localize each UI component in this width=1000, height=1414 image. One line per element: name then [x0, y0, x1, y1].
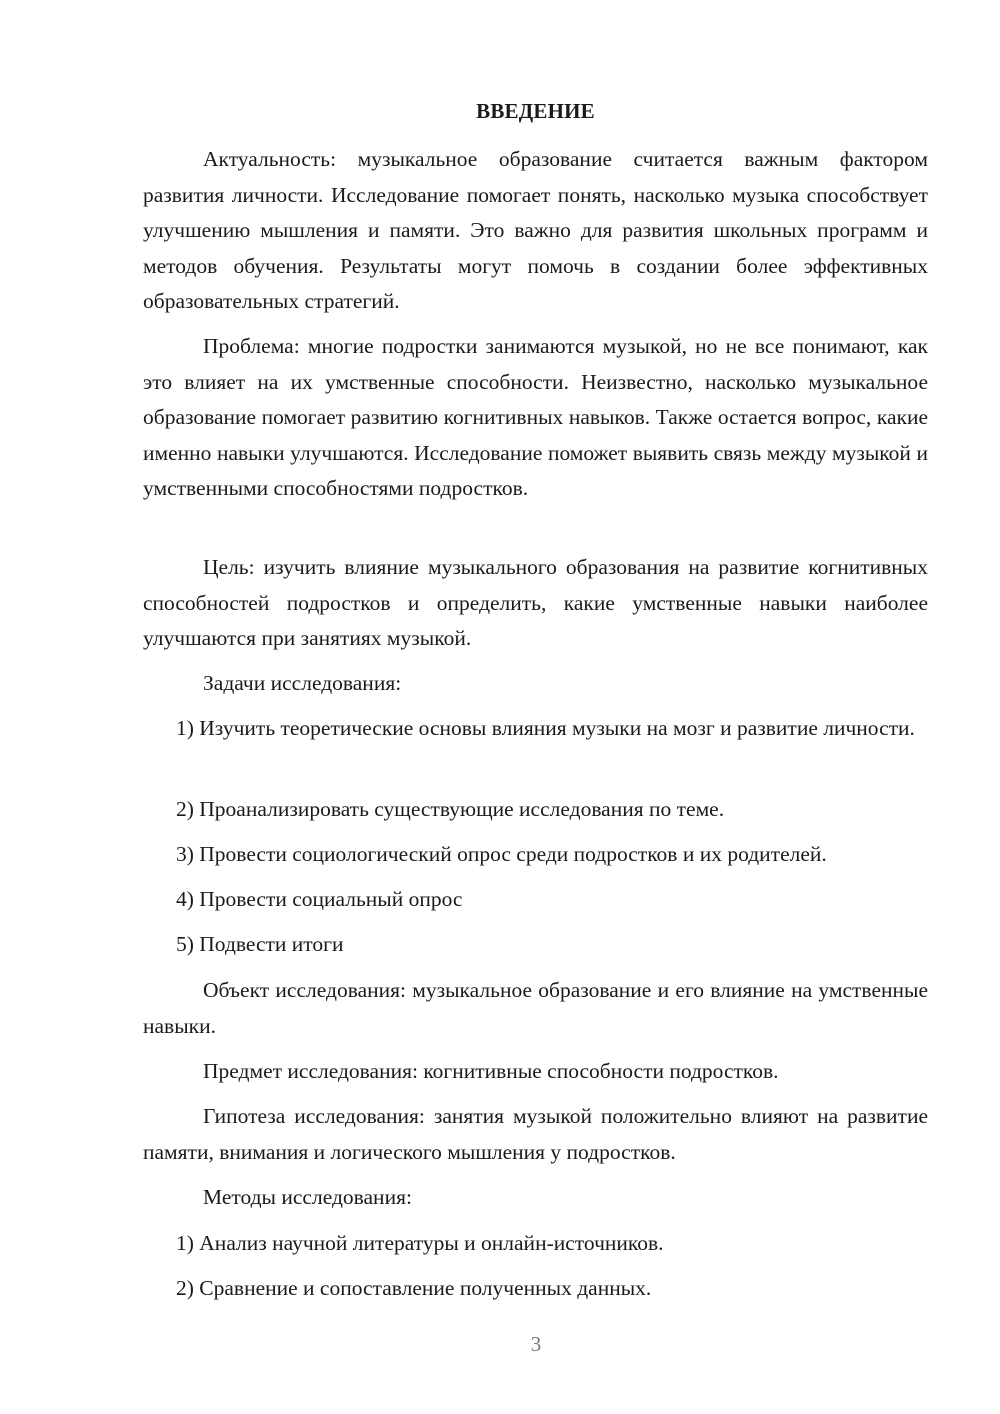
relevance-paragraph: Актуальность: музыкальное образование считается важным фактором развития личности. Исследование помогает понять, насколько музыка способствует улучшению мышления и памяти. Это важно для развития школьных программ и методов обучения. Результаты могут помочь в создании более эффективных образовательных стратегий. [143, 147, 928, 313]
task-item-5: 5) Подвести итоги [176, 932, 344, 956]
task-item-4: 4) Провести социальный опрос [176, 887, 463, 911]
methods-heading: Методы исследования: [203, 1185, 412, 1209]
tasks-heading: Задачи исследования: [203, 671, 402, 695]
page-title: ВВЕДЕНИЕ [476, 99, 595, 123]
task-item-1: 1) Изучить теоретические основы влияния музыки на мозг и развитие личности. [176, 716, 915, 740]
hypothesis-paragraph: Гипотеза исследования: занятия музыкой положительно влияют на развитие памяти, внимания и логического мышления у подростков. [143, 1104, 928, 1164]
goal-paragraph: Цель: изучить влияние музыкального образования на развитие когнитивных способностей подростков и определить, какие умственные навыки наиболее улучшаются при занятиях музыкой. [143, 555, 928, 650]
method-item-1: 1) Анализ научной литературы и онлайн-источников. [176, 1231, 664, 1255]
page-number: 3 [530, 1332, 542, 1356]
method-item-2: 2) Сравнение и сопоставление полученных данных. [176, 1276, 652, 1300]
task-item-2: 2) Проанализировать существующие исследования по теме. [176, 797, 725, 821]
problem-paragraph: Проблема: многие подростки занимаются музыкой, но не все понимают, как это влияет на их умственные способности. Неизвестно, насколько музыкальное образование помогает развитию когнитивных навыков. Также остается вопрос, какие именно навыки улучшаются. Исследование поможет выявить связь между музыкой и умственными способностями подростков. [143, 334, 928, 500]
object-paragraph: Объект исследования: музыкальное образование и его влияние на умственные навыки. [143, 978, 928, 1038]
subject-paragraph: Предмет исследования: когнитивные способности подростков. [203, 1059, 779, 1083]
task-item-3: 3) Провести социологический опрос среди подростков и их родителей. [176, 842, 827, 866]
